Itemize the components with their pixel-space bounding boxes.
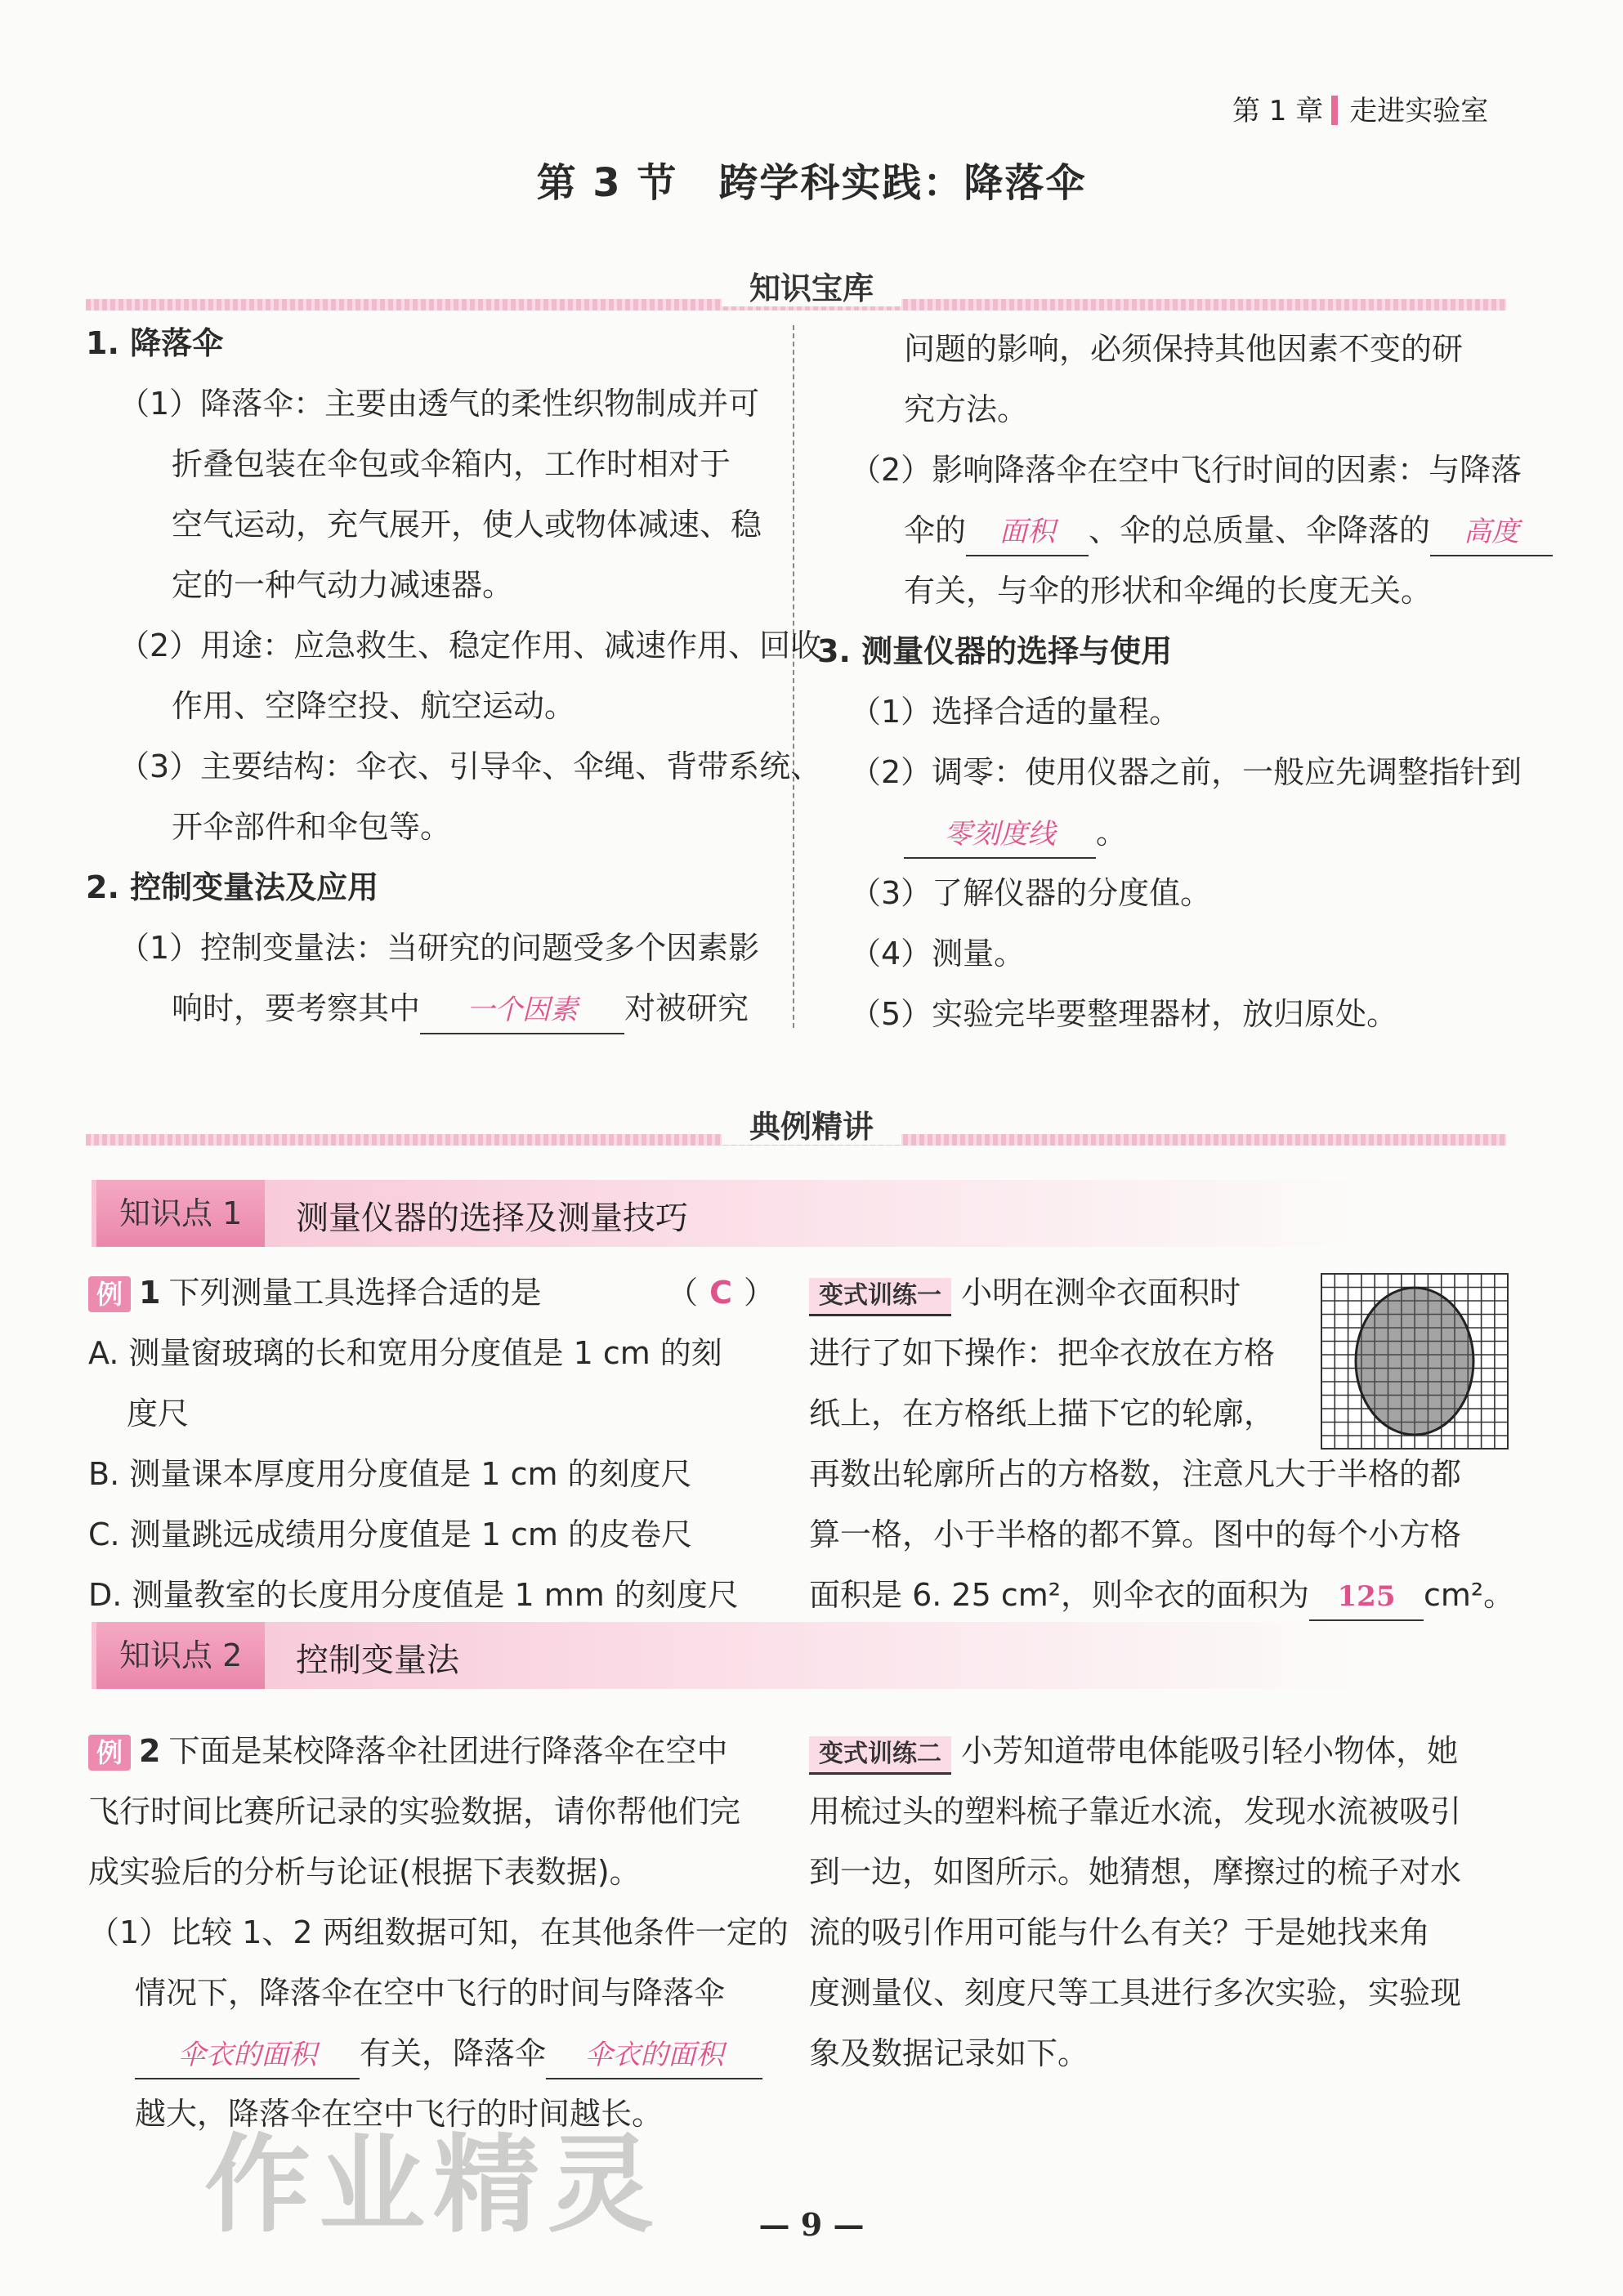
knowledge-text: 有关，与伞的形状和伞绳的长度无关。 — [904, 573, 1433, 609]
knowledge-text: （1）选择合适的量程。 — [850, 694, 1181, 730]
knowledge-point-band — [92, 1622, 1358, 1689]
chapter-number: 第 1 章 — [1232, 95, 1324, 127]
knowledge-point-tag: 知识点 1 — [96, 1180, 265, 1247]
knowledge-text: （5）实验完毕要整理器材，放归原处。 — [850, 996, 1398, 1032]
column-divider — [793, 325, 794, 1028]
knowledge-point-title: 控制变量法 — [296, 1642, 459, 1679]
answer-paren: （ C ） — [667, 1275, 775, 1311]
example-1-answer: C — [709, 1275, 732, 1311]
knowledge-point-band — [92, 1180, 1358, 1247]
section-label-knowledge: 知识宝库 — [722, 270, 901, 306]
knowledge-text: 作用、空降空投、航空运动。 — [172, 688, 576, 724]
example-2-line-with-blanks: 伞衣的面积 有关，降落伞 伞衣的面积 — [135, 2023, 762, 2084]
answer-blank: 高度 — [1430, 509, 1553, 556]
example-2-line: 越大，降落伞在空中飞行的时间越长。 — [135, 2096, 664, 2132]
knowledge-point-tag: 知识点 2 — [96, 1622, 265, 1689]
answer-blank: 一个因素 — [420, 987, 624, 1034]
variant-1-line: 再数出轮廓所占的方格数，注意凡大于半格的都 — [809, 1456, 1462, 1492]
example-2-line: （1）比较 1、2 两组数据可知，在其他条件一定的 — [88, 1914, 789, 1950]
variant-tag: 变式训练一 — [809, 1278, 951, 1316]
knowledge-text: 开伞部件和伞包等。 — [172, 809, 452, 845]
variant-1-line: 变式训练一 小明在测伞衣面积时 — [809, 1262, 1241, 1323]
option-c: C. 测量跳远成绩用分度值是 1 cm 的皮卷尺 — [88, 1517, 693, 1552]
knowledge-text: 空气运动，充气展开，使人或物体减速、稳 — [172, 507, 762, 543]
knowledge-text-with-blank: 零刻度线 。 — [904, 802, 1127, 863]
knowledge-text-with-blank: 伞的 面积 、伞的总质量、伞降落的 高度 — [904, 500, 1553, 561]
option-a-cont: 度尺 — [127, 1396, 190, 1432]
knowledge-text: 究方法。 — [904, 391, 1029, 427]
variant-2-line: 流的吸引作用可能与什么有关？于是她找来角 — [809, 1914, 1431, 1950]
variant-1-line: 算一格，小于半格的都不算。图中的每个小方格 — [809, 1517, 1462, 1552]
variant-2-line: 度测量仪、刻度尺等工具进行多次实验，实验现 — [809, 1975, 1462, 2011]
example-2-line: 例 2 下面是某校降落伞社团进行降落伞在空中 — [88, 1721, 727, 1781]
knowledge-text: （2）影响降落伞在空中飞行时间的因素：与降落 — [850, 452, 1522, 488]
answer-blank: 伞衣的面积 — [135, 2032, 360, 2079]
variant-2-line: 用梳过头的塑料梳子靠近水流，发现水流被吸引 — [809, 1793, 1462, 1829]
example-number: 1 — [139, 1275, 161, 1311]
option-b: B. 测量课本厚度用分度值是 1 cm 的刻度尺 — [88, 1456, 692, 1492]
knowledge-text: （3）了解仪器的分度值。 — [850, 875, 1212, 911]
watermark: 作业精灵 — [204, 2123, 663, 2247]
example-tag: 例 — [88, 1735, 131, 1771]
knowledge-heading-control-variable: 2. 控制变量法及应用 — [86, 869, 379, 905]
knowledge-point-title: 测量仪器的选择及测量技巧 — [296, 1199, 688, 1237]
example-tag: 例 — [88, 1276, 131, 1312]
knowledge-text: （1）降落伞：主要由透气的柔性织物制成并可 — [118, 386, 760, 422]
chapter-header — [1232, 88, 1488, 130]
knowledge-text: （2）用途：应急救生、稳定作用、减速作用、回收 — [118, 628, 822, 663]
variant-2-line: 到一边，如图所示。她猜想，摩擦过的梳子对水 — [809, 1854, 1462, 1890]
knowledge-text: 折叠包装在伞包或伞箱内，工作时相对于 — [172, 446, 731, 482]
knowledge-text-with-blank: 响时，要考察其中 一个因素 对被研究 — [172, 978, 749, 1039]
page-number: — 9 — — [758, 2206, 865, 2243]
option-d: D. 测量教室的长度用分度值是 1 mm 的刻度尺 — [88, 1577, 739, 1613]
page-title: 第 3 节 跨学科实践：降落伞 — [536, 160, 1087, 206]
header-divider — [1331, 96, 1338, 125]
knowledge-text: （1）控制变量法：当研究的问题受多个因素影 — [118, 930, 760, 966]
canopy-outline — [1356, 1288, 1473, 1435]
answer-blank: 面积 — [966, 509, 1089, 556]
knowledge-text: （2）调零：使用仪器之前，一般应先调整指针到 — [850, 754, 1522, 790]
example-2-line: 飞行时间比赛所记录的实验数据，请你帮他们完 — [88, 1793, 741, 1829]
example-1-question: 例 1 下列测量工具选择合适的是 （ C ） — [88, 1262, 775, 1323]
example-2-line: 成实验后的分析与论证(根据下表数据)。 — [88, 1854, 641, 1890]
knowledge-text: （4）测量。 — [850, 936, 1026, 972]
knowledge-heading-instruments: 3. 测量仪器的选择与使用 — [817, 633, 1173, 669]
variant-1-line: 纸上，在方格纸上描下它的轮廓， — [809, 1396, 1276, 1432]
section-label-examples: 典例精讲 — [722, 1109, 901, 1145]
knowledge-heading-parachute: 1. 降落伞 — [86, 325, 224, 361]
variant-1-line: 面积是 6. 25 cm²，则伞衣的面积为 125 cm²。 — [809, 1565, 1514, 1625]
answer-blank: 125 — [1309, 1574, 1424, 1621]
variant-tag: 变式训练二 — [809, 1736, 951, 1775]
variant-2-line: 变式训练二 小芳知道带电体能吸引轻小物体，她 — [809, 1721, 1458, 1781]
variant-1-line: 进行了如下操作：把伞衣放在方格 — [809, 1335, 1276, 1371]
example-number: 2 — [139, 1733, 161, 1769]
variant-2-line: 象及数据记录如下。 — [809, 2035, 1089, 2071]
grid-paper-figure — [1321, 1273, 1509, 1450]
knowledge-text: （3）主要结构：伞衣、引导伞、伞绳、背带系统、 — [118, 748, 822, 784]
chapter-title: 走进实验室 — [1349, 95, 1489, 127]
example-2-line: 情况下，降落伞在空中飞行的时间与降落伞 — [135, 1975, 726, 2011]
knowledge-text: 问题的影响，必须保持其他因素不变的研 — [904, 331, 1464, 367]
knowledge-text: 定的一种气动力减速器。 — [172, 567, 514, 603]
answer-blank: 零刻度线 — [904, 811, 1096, 859]
option-a: A. 测量窗玻璃的长和宽用分度值是 1 cm 的刻 — [88, 1335, 722, 1371]
answer-blank: 伞衣的面积 — [546, 2032, 762, 2079]
